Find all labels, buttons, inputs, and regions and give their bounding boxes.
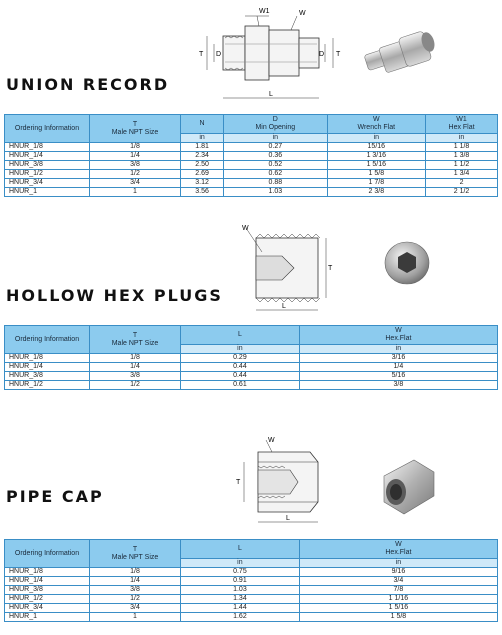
n-header: N [181,115,224,134]
unit-cell: in [299,345,497,354]
pipe-cap-drawing [228,434,328,528]
w-header: W Hex.Flat [299,326,497,345]
table-row: HNUR_1/8 1/8 0.29 3/16 [5,354,498,363]
d-header: D Min Opening [224,115,327,134]
hollow-hex-plugs-table [4,325,498,390]
union-record-photo [360,26,440,86]
w1-header: W1 Hex Flat [426,115,498,134]
union-record-title: UNION RECORD [6,75,170,94]
t-header: T Male NPT Size [90,326,181,354]
pipe-cap-title: PIPE CAP [6,487,104,506]
table-row: HNUR_3/4 3/4 3.12 0.88 1 7/8 2 [5,179,498,188]
unit-cell: in [224,134,327,143]
w-header: W Wrench Flat [327,115,426,134]
unit-cell: in [181,134,224,143]
dim-l-label: L [282,303,286,310]
table-row: HNUR_1 1 1.62 1 5/8 [5,613,498,622]
unit-cell: in [327,134,426,143]
unit-cell: in [426,134,498,143]
dim-w-label: W [299,10,306,17]
t-header: T Male NPT Size [90,540,181,568]
dim-t-label: T [328,265,333,272]
table-row: HNUR_1/8 1/8 1.81 0.27 15/16 1 1/8 [5,143,498,152]
hollow-hex-plug-drawing [238,222,338,314]
table-row: HNUR_3/8 3/8 1.03 7/8 [5,586,498,595]
table-row: HNUR_1 1 3.56 1.03 2 3/8 2 1/2 [5,188,498,197]
dim-w-label: W [242,225,249,232]
dim-d-right-label: D [319,51,325,58]
table-row: HNUR_1/4 1/4 2.34 0.36 1 3/16 1 3/8 [5,152,498,161]
dim-w-label: W [268,437,275,444]
l-header: L [181,326,300,345]
table-row: HNUR_1/2 1/2 2.69 0.62 1 5/8 1 3/4 [5,170,498,179]
table-row: HNUR_3/8 3/8 0.44 5/16 [5,372,498,381]
hollow-hex-plug-photo [382,240,432,286]
table-row: HNUR_1/2 1/2 0.61 3/8 [5,381,498,390]
dim-l-label: L [286,515,290,522]
dim-t-left-label: T [199,51,204,58]
dim-t-right-label: T [336,51,341,58]
dim-t-label: T [236,479,241,486]
union-record-table [4,114,498,197]
w-header: W Hex.Flat [299,540,497,559]
t-header: T Male NPT Size [90,115,181,143]
unit-cell: in [181,559,300,568]
table-row: HNUR_1/4 1/4 0.44 1/4 [5,363,498,372]
ordering-header: Ordering Information [5,115,90,143]
dim-l-label: L [269,91,273,98]
pipe-cap-table [4,539,498,622]
dim-w1-label: W1 [259,8,270,15]
ordering-header: Ordering Information [5,540,90,568]
dim-d-left-label: D [216,51,222,58]
table-row: HNUR_1/4 1/4 0.91 3/4 [5,577,498,586]
table-row: HNUR_1/8 1/8 0.75 9/16 [5,568,498,577]
unit-cell: in [181,345,300,354]
table-row: HNUR_1/2 1/2 1.34 1 1/16 [5,595,498,604]
hollow-hex-plugs-title: HOLLOW HEX PLUGS [6,286,223,305]
union-record-drawing [185,4,345,104]
pipe-cap-photo [374,456,440,518]
unit-cell: in [299,559,497,568]
l-header: L [181,540,300,559]
table-row: HNUR_3/8 3/8 2.50 0.52 1 5/16 1 1/2 [5,161,498,170]
table-row: HNUR_3/4 3/4 1.44 1 5/16 [5,604,498,613]
ordering-header: Ordering Information [5,326,90,354]
